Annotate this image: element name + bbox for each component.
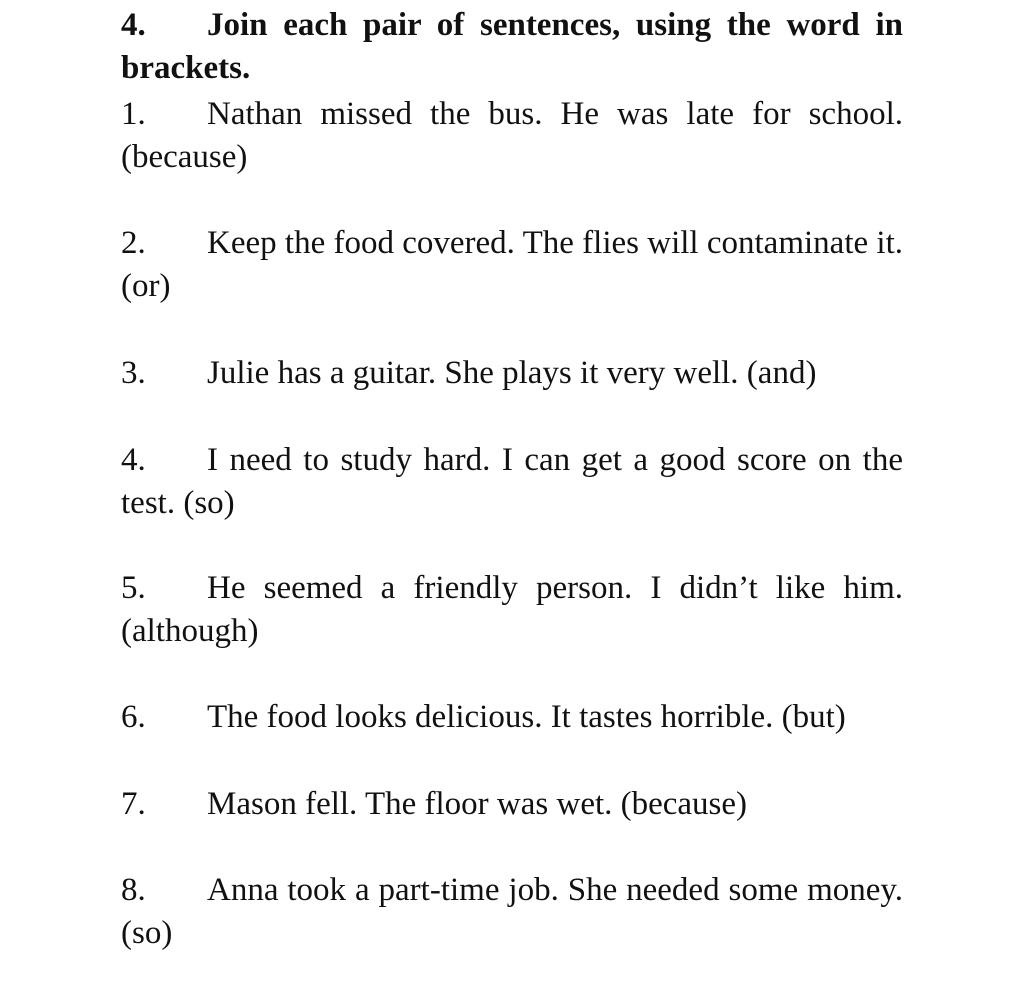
item-number: 1. — [121, 96, 146, 132]
exercise-item-8 — [121, 869, 903, 955]
item-number: 2. — [121, 225, 146, 261]
item-text: The food looks delicious. It tastes horrible. (but) — [207, 699, 846, 735]
item-number: 5. — [121, 570, 146, 606]
exercise-item-2 — [121, 222, 903, 308]
exercise-number: 4. — [121, 7, 146, 43]
exercise-item-4 — [121, 439, 903, 525]
exercise-item-5 — [121, 567, 903, 653]
item-text: I need to study hard. I can get a good score on the test. (so) — [121, 442, 903, 521]
item-number: 8. — [121, 872, 146, 908]
item-number: 4. — [121, 442, 146, 478]
exercise-item-7 — [121, 783, 903, 826]
item-text: He seemed a friendly person. I didn’t like him. (although) — [121, 570, 903, 649]
item-text: Anna took a part-time job. She needed some money. (so) — [121, 872, 903, 951]
exercise-item-1 — [121, 93, 903, 179]
exercise-item-6 — [121, 696, 903, 739]
item-text: Mason fell. The floor was wet. (because) — [207, 786, 748, 822]
item-text: Julie has a guitar. She plays it very well. (and) — [207, 355, 817, 391]
item-text: Nathan missed the bus. He was late for school. (because) — [121, 96, 903, 175]
item-text: Keep the food covered. The flies will contaminate it. (or) — [121, 225, 903, 304]
item-number: 3. — [121, 355, 146, 391]
item-number: 7. — [121, 786, 146, 822]
item-number: 6. — [121, 699, 146, 735]
exercise-item-3 — [121, 352, 903, 395]
exercise-heading — [121, 4, 903, 90]
worksheet-page — [121, 0, 903, 995]
exercise-instruction: Join each pair of sentences, using the word in brackets. — [121, 7, 903, 86]
